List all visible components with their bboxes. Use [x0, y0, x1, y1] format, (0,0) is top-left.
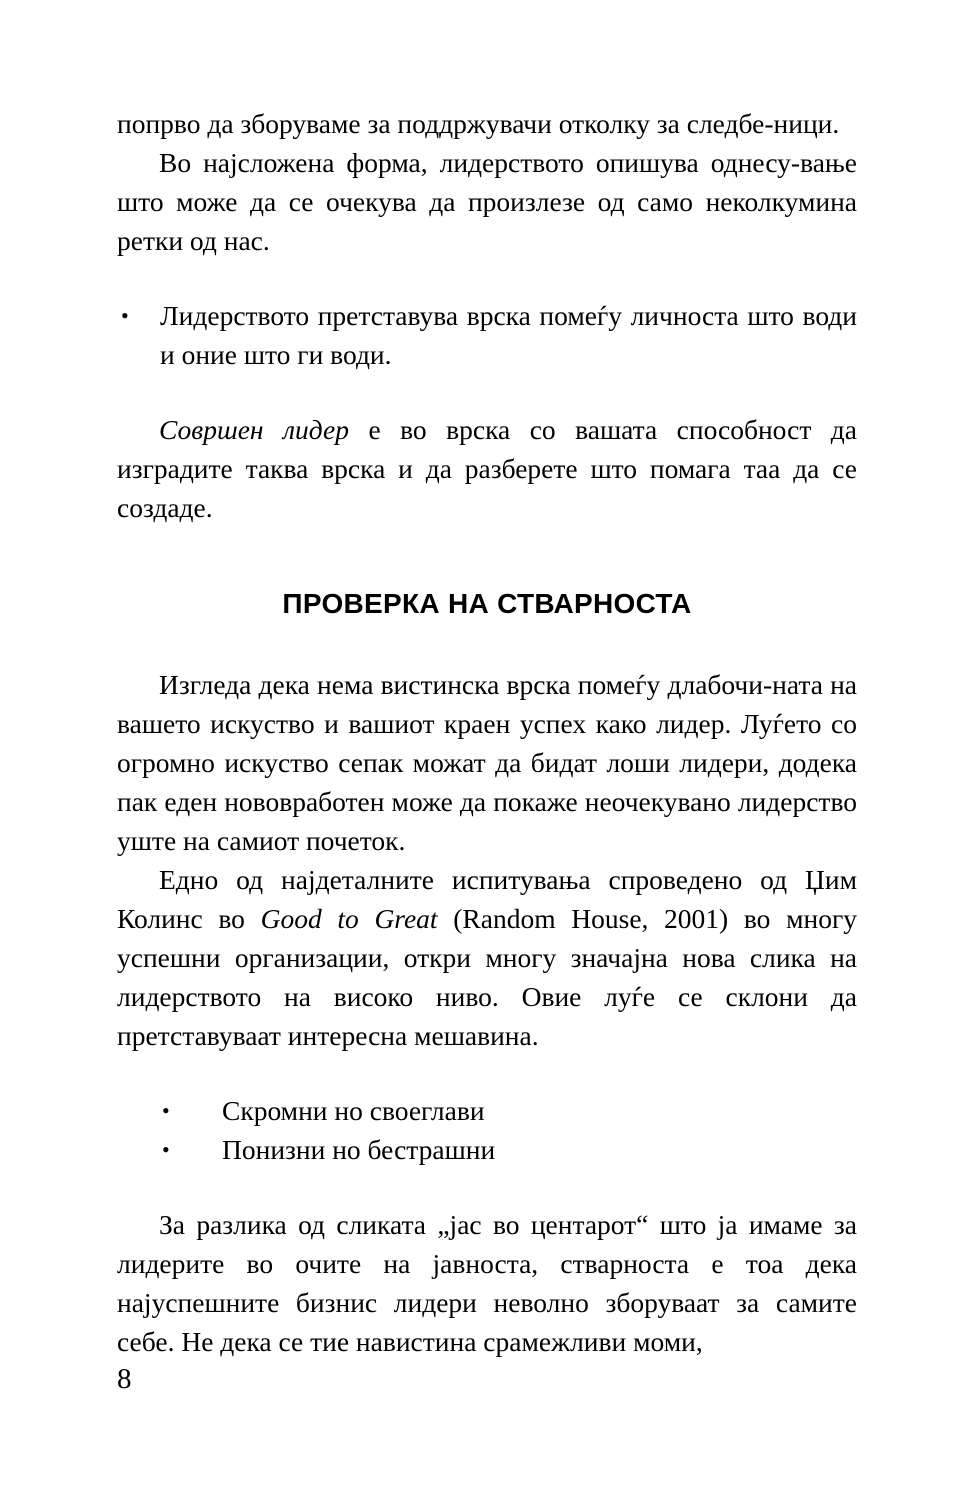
- spacer-before-list-1: [117, 260, 857, 296]
- bullet-icon: •: [162, 1137, 170, 1162]
- bullet-list-2: [117, 1091, 857, 1169]
- paragraph-3: Изгледа дека нема вистинска врска помеѓу длабочи-ната на вашето искуство и вашиот краен успех како лидер. Луѓето со огромно искуство сепак можат да бидат лоши лидери, додека пак еден нововработен може да покаже неочекувано лидерство уште на самиот почеток.: [117, 669, 857, 856]
- list-item-label: Понизни но бестрашни: [222, 1134, 496, 1165]
- bullet-icon: •: [121, 303, 129, 328]
- spacer-before-list-2: [117, 1055, 857, 1091]
- spacer-after-heading: [117, 621, 857, 665]
- book-title-good-to-great: Good to Great: [260, 903, 438, 934]
- paragraph-continued: попрво да зборуваме за поддржувачи отколку за следбе-ници.: [117, 108, 840, 139]
- section-heading: ПРОВЕРКА НА СТВАРНОСТА: [282, 588, 692, 619]
- paragraph-4-part2: (Random House, 2001) во многу успешни организации, откри многу значајна нова слика на лидерството на високо ниво. Овие луѓе се склони да претставуваат интересна мешавина.: [117, 903, 857, 1051]
- list-item: [117, 1091, 857, 1130]
- page-number: 8: [117, 1363, 132, 1395]
- paragraph-2: [117, 410, 857, 527]
- bullet-icon: •: [162, 1098, 170, 1123]
- spacer-after-list-1: [117, 374, 857, 410]
- bullet-list-1: [117, 296, 857, 374]
- paragraph-5: За разлика од сликата „јас во центарот“ што ја имаме за лидерите во очите на јавноста, стварноста е тоа дека најуспешните бизнис лидери неволно зборуваат за самите себе. Не дека се тие навистина срамежливи моми,: [117, 1209, 857, 1357]
- spacer-before-heading: [117, 527, 857, 587]
- emphasis-perfect-leader: Совршен лидер: [159, 414, 349, 445]
- paragraph-4-part1: Едно од најдеталните испитувања спроведено од Џим Колинс во: [117, 864, 857, 934]
- paragraph-1: Во најсложена форма, лидерството опишува однесу-вање што може да се очекува да произлезе од само неколкумина ретки од нас.: [117, 147, 857, 256]
- list-item-label: Лидерството претставува врска помеѓу личноста што води и оние што ги води.: [160, 300, 857, 370]
- list-item: [117, 1130, 857, 1169]
- page-content: [117, 104, 857, 1361]
- spacer-after-list-2: [117, 1169, 857, 1205]
- list-item: [117, 296, 857, 374]
- paragraph-4: [117, 860, 857, 1055]
- paragraph-2-rest: е во врска со вашата способност да изградите таква врска и да разберете што помага таа да се создаде.: [117, 414, 858, 523]
- list-item-label: Скромни но своеглави: [222, 1095, 485, 1126]
